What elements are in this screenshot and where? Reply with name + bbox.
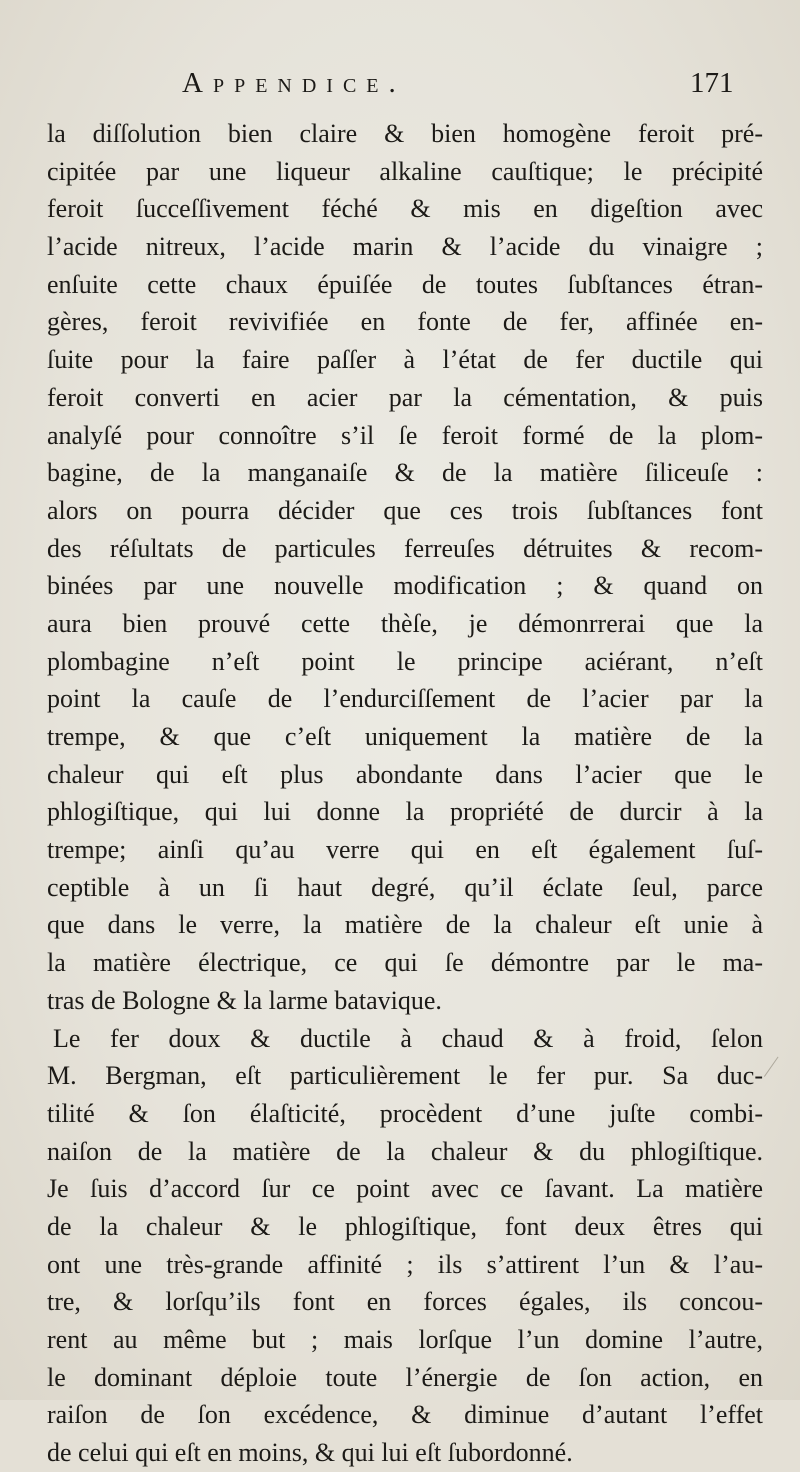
text-line: feroit ſucceſſivement féché & mis en digeſtion avec — [47, 194, 763, 224]
text-line: l’acide nitreux, l’acide marin & l’acide du vinaigre ; — [47, 232, 763, 262]
text-line: tilité & ſon élaſticité, procèdent d’une juſte combi- — [47, 1098, 763, 1128]
margin-pencil-mark — [764, 1057, 785, 1082]
text-line: ceptible à un ſi haut degré, qu’il éclate ſeul, parce — [47, 872, 763, 902]
text-line: la matière électrique, ce qui ſe démontre par le ma- — [47, 948, 763, 978]
text-line: gères, feroit revivifiée en fonte de fer, affinée en- — [47, 307, 763, 337]
text-line: que dans le verre, la matière de la chaleur eſt unie à — [47, 910, 763, 940]
text-line: raiſon de ſon excédence, & diminue d’autant l’effet — [47, 1400, 763, 1430]
text-line-paragraph-end: tras de Bologne & la larme batavique. — [47, 985, 442, 1015]
text-line: de la chaleur & le phlogiſtique, font deux êtres qui — [47, 1211, 763, 1241]
text-line: feroit converti en acier par la cémentation, & puis — [47, 382, 763, 412]
text-line: point la cauſe de l’endurciſſement de l’acier par la — [47, 684, 763, 714]
text-line: aura bien prouvé cette thèſe, je démonrrerai que la — [47, 608, 763, 638]
text-line: M. Bergman, eſt particulièrement le fer pur. Sa duc- — [47, 1061, 763, 1091]
text-line: alors on pourra décider que ces trois ſubſtances font — [47, 495, 763, 525]
text-line: ont une très-grande affinité ; ils s’attirent l’un & l’au- — [47, 1249, 763, 1279]
body-text — [47, 115, 763, 1472]
text-line: chaleur qui eſt plus abondante dans l’acier que le — [47, 759, 763, 789]
text-line: des réſultats de particules ferreuſes détruites & recom- — [47, 533, 763, 563]
text-line: naiſon de la matière de la chaleur & du phlogiſtique. — [47, 1136, 763, 1166]
text-line: ſuite pour la faire paſſer à l’état de fer ductile qui — [47, 345, 763, 375]
page-header — [0, 66, 800, 106]
text-line: plombagine n’eſt point le principe aciérant, n’eſt — [47, 646, 763, 676]
text-line: rent au même but ; mais lorſque l’un domine l’autre, — [47, 1325, 763, 1354]
text-line: le dominant déploie toute l’énergie de ſon action, en — [47, 1362, 763, 1392]
text-line-page-end: de celui qui eſt en moins, & qui lui eſt ſubordonné. — [47, 1438, 573, 1468]
page-number: 171 — [690, 67, 734, 99]
text-line: Je ſuis d’accord ſur ce point avec ce ſavant. La matière — [47, 1174, 763, 1204]
text-line: bagine, de la manganaiſe & de la matière ſiliceuſe : — [47, 458, 763, 488]
text-line: trempe; ainſi qu’au verre qui en eſt également ſuſ- — [47, 835, 763, 865]
text-line: tre, & lorſqu’ils font en forces égales, ils concou- — [47, 1287, 763, 1317]
text-line: trempe, & que c’eſt uniquement la matière de la — [47, 722, 763, 751]
text-line: binées par une nouvelle modification ; & quand on — [47, 571, 763, 601]
text-line-paragraph-start: Le fer doux & ductile à chaud & à froid, ſelon — [53, 1023, 763, 1053]
text-line: enſuite cette chaux épuiſée de toutes ſubſtances étran- — [47, 269, 763, 299]
running-title: Appendice. — [182, 67, 406, 99]
text-line: cipitée par une liqueur alkaline cauſtique; le précipité — [47, 156, 763, 186]
text-line: phlogiſtique, qui lui donne la propriété de durcir à la — [47, 797, 763, 827]
text-line: analyſé pour connoître s’il ſe feroit formé de la plom- — [47, 420, 763, 450]
text-line: la diſſolution bien claire & bien homogène feroit pré- — [47, 119, 763, 148]
